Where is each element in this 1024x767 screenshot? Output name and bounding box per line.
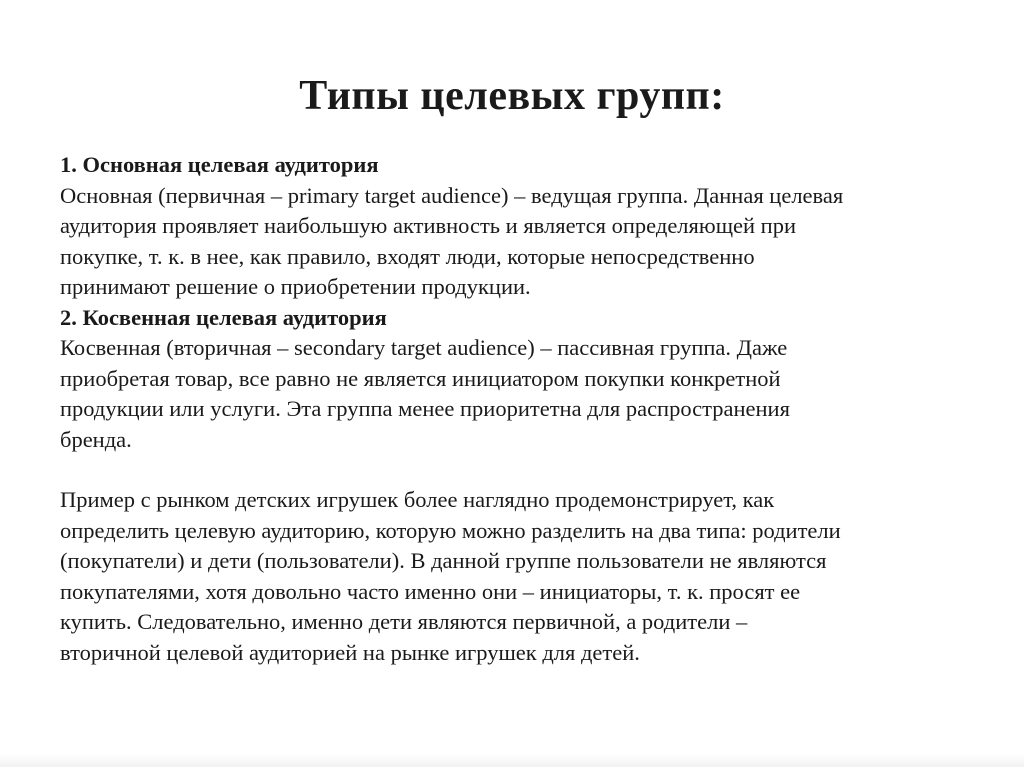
section-2-line: приобретая товар, все равно не является инициатором покупки конкретной — [60, 365, 781, 391]
section-2-line: Косвенная (вторичная – secondary target audience) – пассивная группа. Даже — [60, 335, 788, 360]
section-1-line: принимают решение о приобретении продукции. — [60, 274, 531, 299]
example-line: покупателями, хотя довольно часто именно они – инициаторы, т. к. просят ее — [60, 578, 801, 604]
example-line: вторичной целевой аудиторией на рынке игрушек для детей. — [60, 639, 640, 665]
example-line: определить целевую аудиторию, которую можно разделить на два типа: родители — [60, 517, 841, 543]
slide-title: Типы целевых групп: — [299, 73, 725, 119]
section-2-heading: 2. Косвенная целевая аудитория — [60, 304, 387, 330]
paragraph-gap — [60, 455, 980, 485]
section-1-line: аудитория проявляет наибольшую активность и является определяющей при — [60, 213, 797, 238]
section-2-line: продукции или услуги. Эта группа менее приоритетна для распространения — [60, 396, 790, 421]
section-1-heading: 1. Основная целевая аудитория — [60, 152, 379, 177]
section-2-line: бренда. — [60, 426, 132, 452]
example-line: (покупатели) и дети (пользователи). В данной группе пользователи не являются — [60, 548, 827, 573]
example-line: Пример с рынком детских игрушек более наглядно продемонстрирует, как — [60, 487, 775, 512]
slide-bottom-edge — [0, 753, 1024, 767]
slide-body — [60, 150, 980, 668]
section-1-line: Основная (первичная – primary target audience) – ведущая группа. Данная целевая — [60, 182, 844, 208]
example-line: купить. Следовательно, именно дети являются первичной, а родители – — [60, 609, 748, 634]
section-1-line: покупке, т. к. в нее, как правило, входят люди, которые непосредственно — [60, 243, 755, 269]
